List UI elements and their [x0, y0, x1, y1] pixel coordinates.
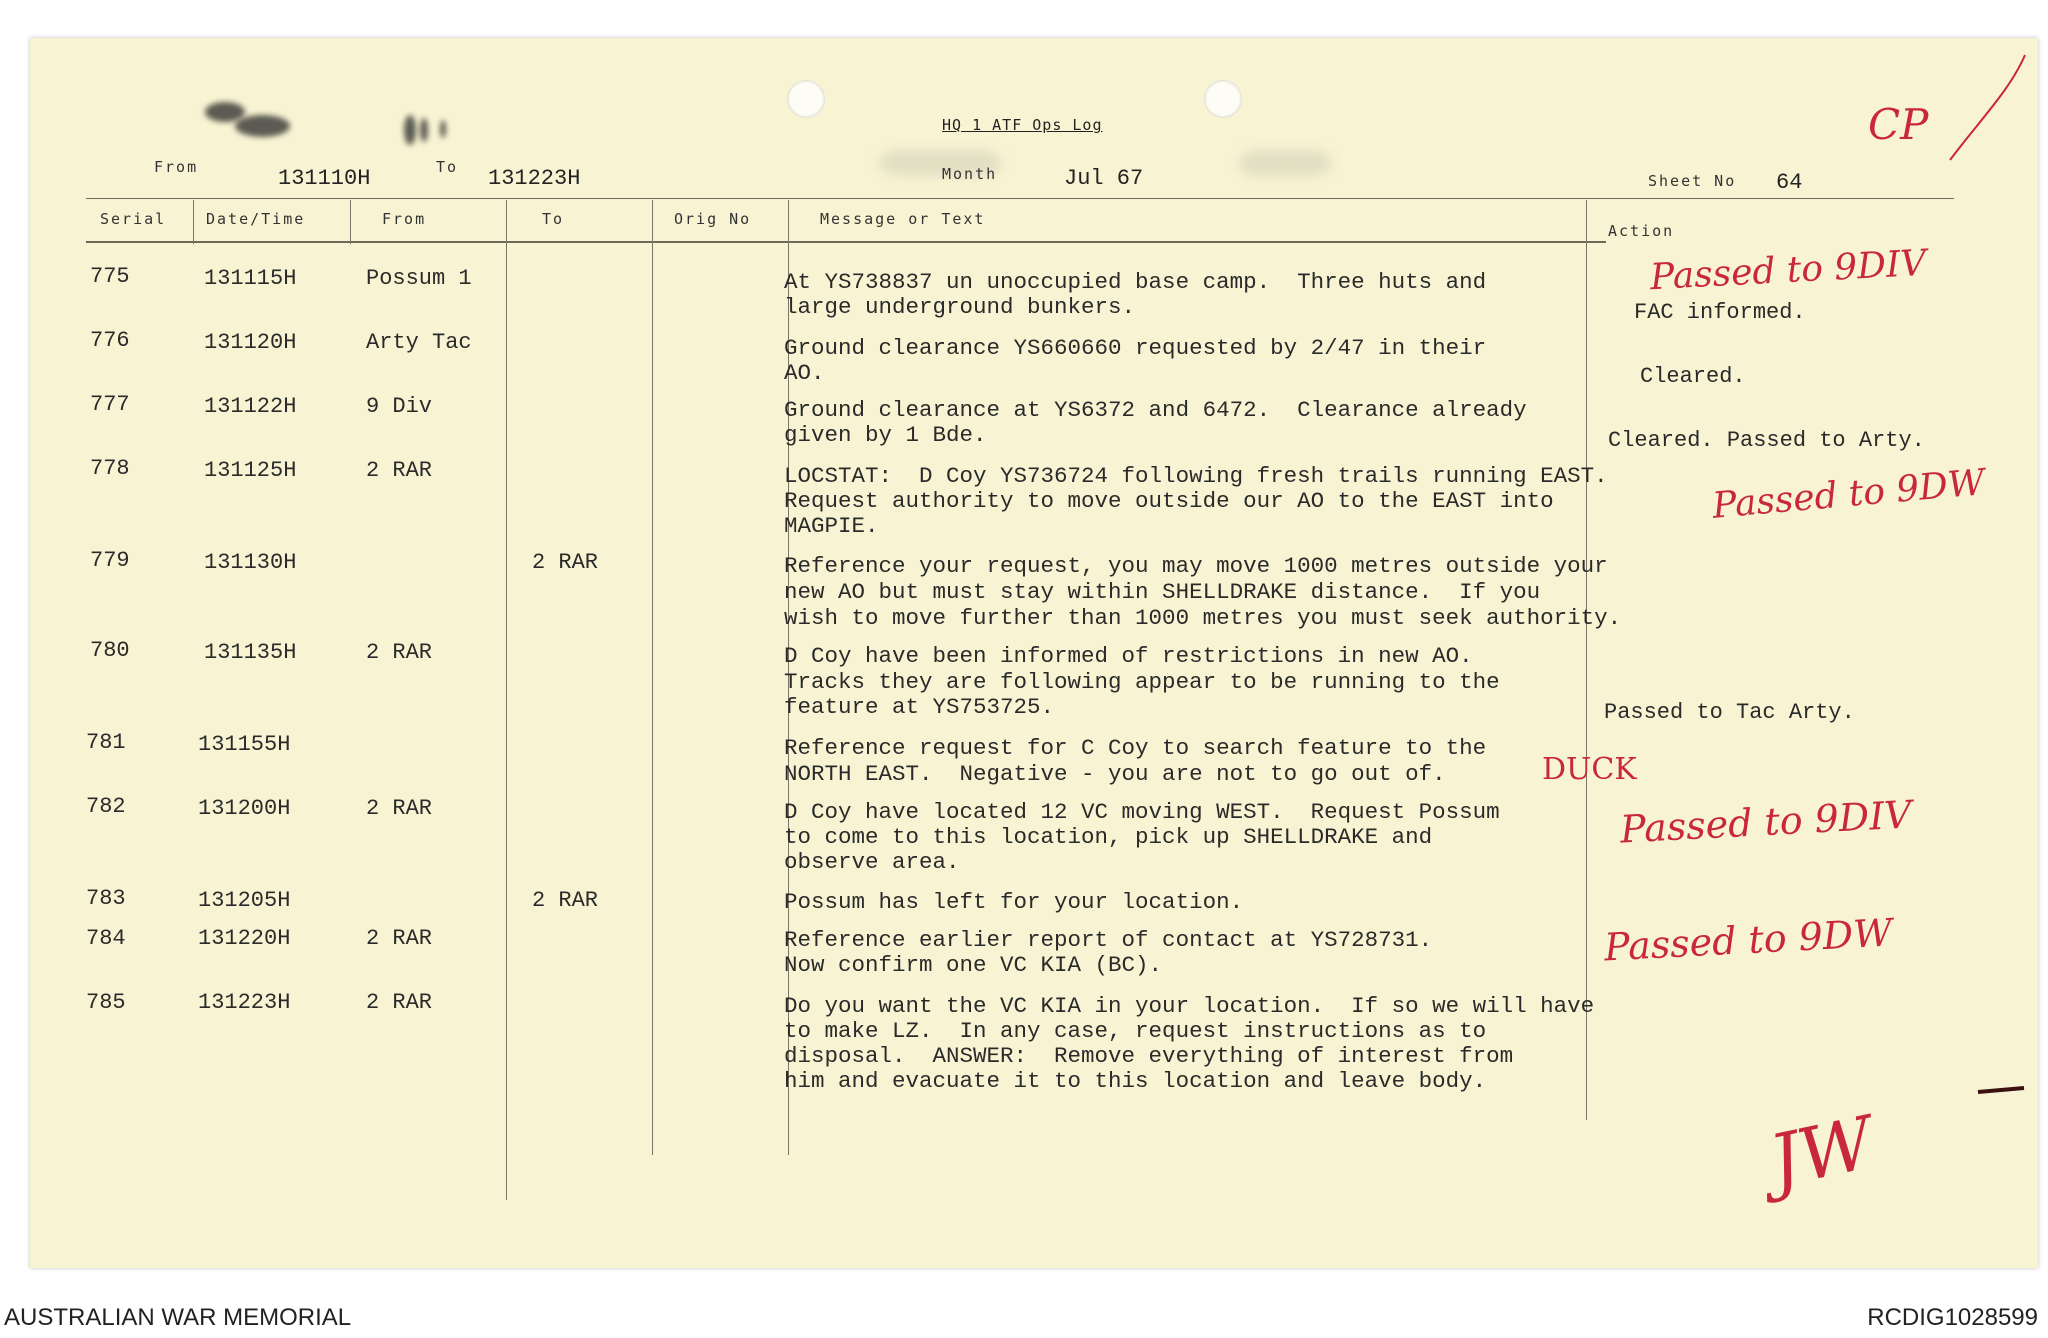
row-785-datetime: 131223H: [198, 990, 291, 1015]
row-775-message-line1: At YS738837 un unoccupied base camp. Three huts and: [784, 269, 1487, 295]
row-780-message-line3: feature at YS753725.: [784, 694, 1055, 720]
row-782-serial: 782: [86, 794, 126, 819]
ink-smudge: [404, 115, 416, 145]
row-777-from: 9 Div: [366, 394, 433, 419]
row-784-annotation: Passed to 9DW: [1603, 910, 1894, 970]
row-785-message-line4: him and evacuate it to this location and leave body.: [784, 1068, 1487, 1094]
row-783-datetime: 131205H: [198, 888, 291, 913]
ink-smudge: [235, 115, 290, 137]
row-779-to: 2 RAR: [532, 550, 599, 575]
from-label: From: [154, 158, 199, 176]
col-orig-no: Orig No: [674, 210, 752, 228]
row-777-message-line2: given by 1 Bde.: [784, 422, 987, 448]
row-778-from: 2 RAR: [366, 458, 433, 483]
row-778-message-line1: LOCSTAT: D Coy YS736724 following fresh trails running EAST.: [784, 463, 1608, 489]
row-785-message-line2: to make LZ. In any case, request instructions as to: [784, 1018, 1487, 1044]
row-779-message-line3: wish to move further than 1000 metres you must seek authority.: [784, 605, 1622, 631]
row-784-datetime: 131220H: [198, 926, 291, 951]
row-775-message-line2: large underground bunkers.: [784, 294, 1136, 320]
col-from: From: [382, 210, 427, 228]
row-781-serial: 781: [86, 730, 126, 755]
row-782-annotation: Passed to 9DIV: [1619, 792, 1913, 852]
ink-smudge: [440, 120, 446, 138]
row-780-action: Passed to Tac Arty.: [1604, 700, 1855, 725]
row-785-from: 2 RAR: [366, 990, 433, 1015]
footer-source: AUSTRALIAN WAR MEMORIAL: [4, 1304, 352, 1331]
row-775-action: FAC informed.: [1634, 300, 1806, 325]
month-value: Jul 67: [1064, 166, 1144, 191]
row-783-to: 2 RAR: [532, 888, 599, 913]
col-divider: [350, 200, 351, 244]
month-label: Month: [942, 165, 998, 183]
row-776-serial: 776: [90, 328, 130, 353]
row-776-message-line1: Ground clearance YS660660 requested by 2/47 in their: [784, 335, 1487, 361]
row-778-datetime: 131125H: [204, 458, 297, 483]
row-778-serial: 778: [90, 456, 130, 481]
row-782-message-line2: to come to this location, pick up SHELLDRAKE and: [784, 824, 1433, 850]
col-message: Message or Text: [820, 210, 986, 228]
header-rule-top: [86, 198, 1954, 199]
row-779-datetime: 131130H: [204, 550, 297, 575]
row-777-datetime: 131122H: [204, 394, 297, 419]
row-780-message-line2: Tracks they are following appear to be running to the: [784, 669, 1500, 695]
row-780-serial: 780: [90, 638, 130, 663]
col-divider: [1586, 200, 1587, 1120]
col-datetime: Date/Time: [206, 210, 306, 228]
row-776-datetime: 131120H: [204, 330, 297, 355]
row-784-message-line2: Now confirm one VC KIA (BC).: [784, 952, 1163, 978]
col-to: To: [542, 210, 565, 228]
row-775-serial: 775: [90, 264, 130, 289]
col-serial: Serial: [100, 210, 167, 228]
punch-hole-left: [787, 80, 825, 118]
row-782-datetime: 131200H: [198, 796, 291, 821]
row-778-message-line2: Request authority to move outside our AO to the EAST into: [784, 488, 1554, 514]
row-776-action: Cleared.: [1640, 364, 1746, 389]
row-778-message-line3: MAGPIE.: [784, 513, 879, 539]
sheet-label: Sheet No: [1648, 172, 1737, 190]
row-775-datetime: 131115H: [204, 266, 297, 291]
row-777-message-line1: Ground clearance at YS6372 and 6472. Clearance already: [784, 397, 1527, 423]
row-781-datetime: 131155H: [198, 732, 291, 757]
row-784-message-line1: Reference earlier report of contact at YS728731.: [784, 927, 1433, 953]
row-775-annotation: Passed to 9DIV: [1649, 242, 1928, 299]
col-divider: [193, 200, 194, 244]
row-779-serial: 779: [90, 548, 130, 573]
col-action: Action: [1608, 222, 1675, 240]
row-783-serial: 783: [86, 886, 126, 911]
row-782-from: 2 RAR: [366, 796, 433, 821]
row-777-action: Cleared. Passed to Arty.: [1608, 428, 1925, 453]
row-784-serial: 784: [86, 926, 126, 951]
header-rule-bottom: [86, 241, 1606, 243]
row-785-message-line3: disposal. ANSWER: Remove everything of interest from: [784, 1043, 1514, 1069]
corner-initials: CP: [1868, 100, 1929, 149]
row-778-annotation: Passed to 9DW: [1710, 462, 1987, 527]
print-through-mark: [1240, 150, 1330, 176]
red-pen-stroke: [1940, 50, 2030, 170]
row-780-from: 2 RAR: [366, 640, 433, 665]
ink-smudge: [420, 118, 428, 142]
log-title: HQ 1 ATF Ops Log: [942, 116, 1103, 134]
row-782-message-line3: observe area.: [784, 849, 960, 875]
row-781-message-line2: NORTH EAST. Negative - you are not to go out of.: [784, 761, 1446, 787]
row-783-message-line1: Possum has left for your location.: [784, 889, 1244, 915]
edge-mark: [1976, 1080, 2026, 1100]
row-781-message-line1: Reference request for C Coy to search feature to the: [784, 735, 1487, 761]
from-value: 131110H: [278, 166, 371, 191]
row-777-serial: 777: [90, 392, 130, 417]
to-value: 131223H: [488, 166, 581, 191]
row-776-from: Arty Tac: [366, 330, 472, 355]
row-785-message-line1: Do you want the VC KIA in your location. If so we will have: [784, 993, 1595, 1019]
row-784-from: 2 RAR: [366, 926, 433, 951]
row-780-message-line1: D Coy have been informed of restrictions in new AO.: [784, 643, 1473, 669]
row-779-message-line1: Reference your request, you may move 1000 metres outside your: [784, 553, 1608, 579]
row-781-annotation: DUCK: [1542, 752, 1637, 787]
col-divider: [652, 200, 653, 1155]
row-782-message-line1: D Coy have located 12 VC moving WEST. Request Possum: [784, 799, 1500, 825]
signature-initials: JW: [1762, 1100, 1881, 1204]
col-divider: [506, 200, 507, 1200]
row-779-message-line2: new AO but must stay within SHELLDRAKE distance. If you: [784, 579, 1541, 605]
row-780-datetime: 131135H: [204, 640, 297, 665]
punch-hole-right: [1204, 80, 1242, 118]
row-785-serial: 785: [86, 990, 126, 1015]
footer-record-id: RCDIG1028599: [1867, 1304, 2038, 1331]
row-775-from: Possum 1: [366, 266, 472, 291]
row-776-message-line2: AO.: [784, 360, 825, 386]
sheet-value: 64: [1776, 170, 1803, 195]
to-label: To: [436, 158, 459, 176]
